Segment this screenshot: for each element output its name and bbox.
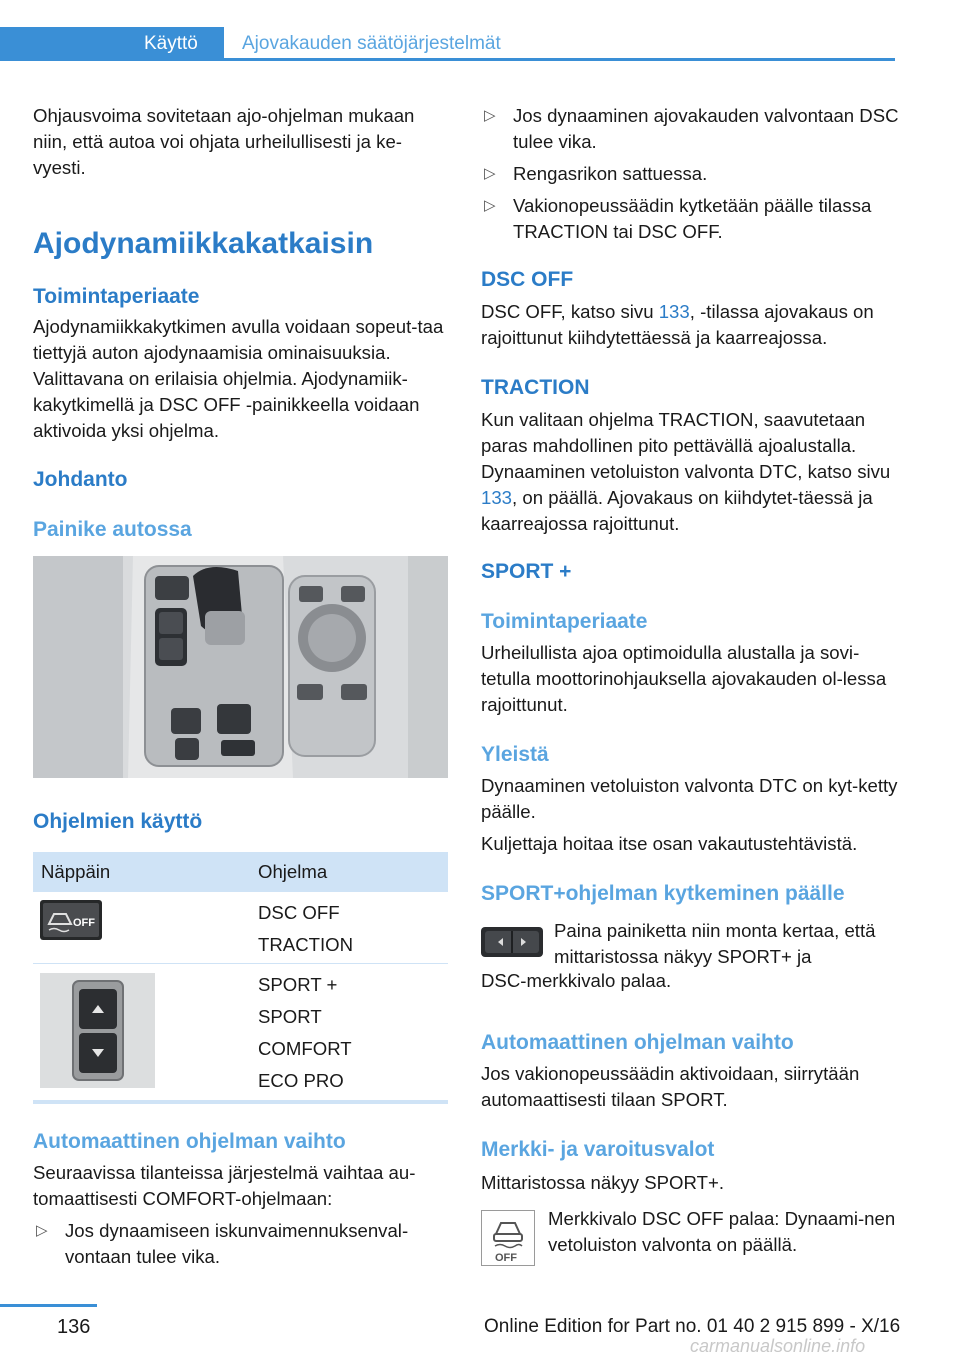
heading-dsc-off: DSC OFF xyxy=(481,268,574,291)
principle-paragraph: Ajodynamiikkakytkimen avulla voidaan sopeut-taa tiettyjä auton ajodynaamisia ominaisuuksia. Valittavana on erilaisia ohjelmia. Ajodynamiik-kakytkimellä ja DSC OFF -painikkeella voidaan aktivoida yksi ohjelma. xyxy=(33,316,444,441)
program-dsc-off: DSC OFF xyxy=(258,902,340,923)
heading-indicator-lights: Merkki- ja varoitusvalot xyxy=(481,1138,715,1161)
switch-paragraph-cont: DSC-merkkivalo palaa. xyxy=(481,970,672,991)
center-console-illustration xyxy=(33,556,448,778)
table-bottom-rule xyxy=(33,1100,448,1104)
heading-general: Yleistä xyxy=(481,743,549,766)
dsc-off-button-icon xyxy=(40,900,102,940)
console-photo xyxy=(33,556,448,778)
list-item-text: Vakionopeussäädin kytketään päälle tilassa TRACTION tai DSC OFF. xyxy=(513,195,872,242)
dsc-off-warning-image xyxy=(481,1210,535,1266)
edition-note: Online Edition for Part no. 01 40 2 915 899 - X/16 xyxy=(484,1316,901,1337)
indicator-paragraph-1: Mittaristossa näkyy SPORT+. xyxy=(481,1172,724,1193)
heading-traction: TRACTION xyxy=(481,376,590,399)
sport-paragraph: Urheilullista ajoa optimoidulla alustalla ja sovi-tetulla moottorinohjauksella ajovakauden ol-lessa rajoittunut. xyxy=(481,642,887,715)
intro-paragraph: Ohjausvoima sovitetaan ajo-ohjelman mukaan niin, että autoa voi ohjata urheilullisesti ja ke-vyesti. xyxy=(33,105,415,178)
heading-principle-sport: Toimintaperiaate xyxy=(481,610,648,633)
heading-principle: Toimintaperiaate xyxy=(33,285,200,308)
program-sport: SPORT xyxy=(258,1006,322,1027)
page-link-133[interactable]: 133 xyxy=(658,301,690,322)
triangle-bullet-icon: ▷ xyxy=(484,165,496,182)
heading-sport-plus: SPORT + xyxy=(481,560,572,583)
list-item-text: Rengasrikon sattuessa. xyxy=(513,163,708,184)
watermark: carmanualsonline.info xyxy=(690,1336,866,1356)
drive-mode-switch-icon xyxy=(40,973,155,1088)
traction-text: Kun valitaan ohjelma TRACTION, saavutetaan paras mahdollinen pito pettävällä ajoalustalla. Dynaaminen vetoluiston valvonta DTC, katso sivu xyxy=(481,409,891,482)
general-paragraph-2: Kuljettaja hoitaa itse osan vakautustehtävistä. xyxy=(481,833,858,854)
column-header-key: Näppäin xyxy=(41,861,111,882)
chapter-tab[interactable]: Käyttö xyxy=(0,27,224,60)
page-title: Ajodynamiikkakatkaisin xyxy=(33,227,374,260)
dsc-off-warning-label: OFF xyxy=(495,1252,517,1264)
program-traction: TRACTION xyxy=(258,934,354,955)
footer-rule xyxy=(0,1304,97,1307)
program-sport-plus: SPORT + xyxy=(258,974,338,995)
switch-paragraph: Paina painiketta niin monta kertaa, että mittaristossa näkyy SPORT+ ja xyxy=(554,920,876,967)
triangle-bullet-icon: ▷ xyxy=(484,107,496,124)
programs-table-header xyxy=(33,852,448,892)
heading-programs: Ohjelmien käyttö xyxy=(33,810,203,833)
list-item xyxy=(33,1218,453,1270)
general-paragraph-1: Dynaaminen vetoluiston valvonta DTC on kyt-ketty päälle. xyxy=(481,775,898,822)
table-row-divider xyxy=(33,963,448,964)
heading-auto-change-left: Automaattinen ohjelman vaihto xyxy=(33,1130,346,1153)
dsc-off-warning-icon xyxy=(481,1210,535,1266)
list-item xyxy=(481,103,901,155)
program-eco-pro: ECO PRO xyxy=(258,1070,344,1091)
list-item xyxy=(481,161,901,187)
dsc-off-text: DSC OFF, katso sivu xyxy=(481,301,659,322)
triangle-bullet-icon: ▷ xyxy=(484,197,496,214)
drive-mode-rocker-icon xyxy=(481,927,543,957)
page-number: 136 xyxy=(57,1316,91,1338)
header-rule xyxy=(0,58,895,61)
page-link-133[interactable]: 133 xyxy=(481,487,513,508)
heading-auto-change-right: Automaattinen ohjelman vaihto xyxy=(481,1031,794,1054)
auto-change-right-paragraph: Jos vakionopeussäädin aktivoidaan, siirrytään automaattisesti tilaan SPORT. xyxy=(481,1063,860,1110)
list-item xyxy=(481,193,901,245)
heading-switch-sport-plus: SPORT+ohjelman kytkeminen päälle xyxy=(481,882,845,905)
drive-mode-switch-image xyxy=(40,973,155,1088)
dsc-off-button-image xyxy=(40,900,102,940)
traction-paragraph xyxy=(481,407,899,537)
dsc-off-text-cont: , -tilassa ajovakaus on rajoittunut kiihdytettäessä ja kaarreajossa. xyxy=(481,301,874,348)
program-comfort: COMFORT xyxy=(258,1038,352,1059)
list-item-text: Jos dynaamiseen iskunvaimennuksenval-vontaan tulee vika. xyxy=(65,1220,409,1267)
column-header-program: Ohjelma xyxy=(258,861,328,882)
heading-button-in-car: Painike autossa xyxy=(33,518,192,541)
traction-text-cont: , on päällä. Ajovakaus on kiihdytet-täessä ja kaarreajossa rajoittunut. xyxy=(481,487,873,534)
heading-intro: Johdanto xyxy=(33,468,128,491)
triangle-bullet-icon: ▷ xyxy=(36,1222,48,1239)
dsc-off-paragraph xyxy=(481,299,899,351)
dsc-off-icon-label: OFF xyxy=(73,917,95,929)
indicator-paragraph-2: Merkkivalo DSC OFF palaa: Dynaami-nen vetoluiston valvonta on päällä. xyxy=(548,1208,896,1255)
drive-mode-rocker-image xyxy=(481,927,543,957)
section-tab[interactable]: Ajovakauden säätöjärjestelmät xyxy=(242,33,501,54)
auto-change-paragraph: Seuraavissa tilanteissa järjestelmä vaihtaa au-tomaattisesti COMFORT-ohjelmaan: xyxy=(33,1162,416,1209)
list-item-text: Jos dynaaminen ajovakauden valvontaan DSC tulee vika. xyxy=(513,105,899,152)
